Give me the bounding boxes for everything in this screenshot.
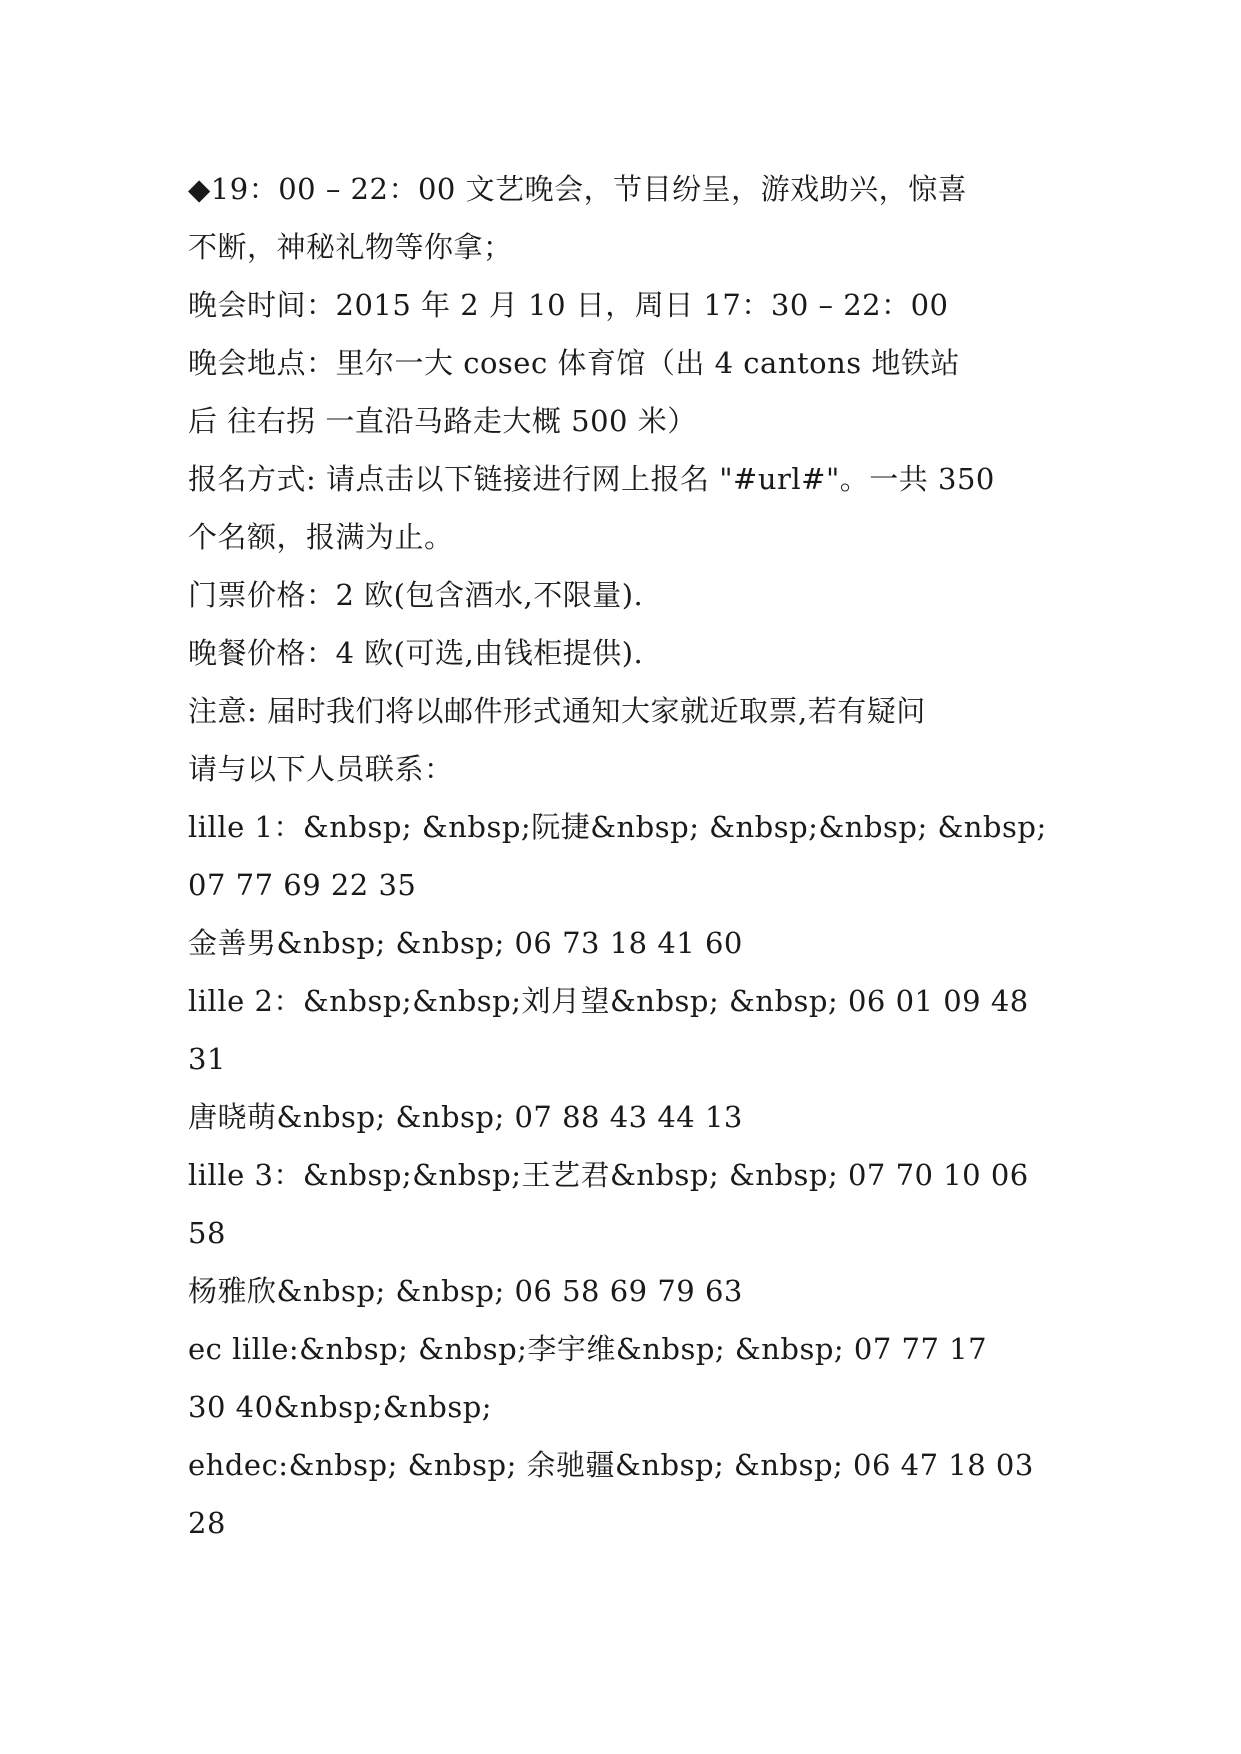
text-line: 晚会时间：2015 年 2 月 10 日，周日 17：30 – 22：00	[188, 288, 949, 322]
text-line: 31	[188, 1042, 226, 1076]
text-line: lille 3：&nbsp;&nbsp;王艺君&nbsp; &nbsp; 07 70 10 06	[188, 1158, 1029, 1192]
text-line: 报名方式: 请点击以下链接进行网上报名 "#url#"。一共 350	[188, 462, 995, 496]
text-line: 杨雅欣&nbsp; &nbsp; 06 58 69 79 63	[188, 1274, 743, 1308]
text-line: 注意: 届时我们将以邮件形式通知大家就近取票,若有疑问	[188, 694, 926, 728]
text-line: 不断，神秘礼物等你拿；	[188, 230, 513, 264]
text-line: 晚会地点：里尔一大 cosec 体育馆（出 4 cantons 地铁站	[188, 346, 960, 380]
text-line: 58	[188, 1216, 226, 1250]
text-line: lille 1：&nbsp; &nbsp;阮捷&nbsp; &nbsp;&nbsp; &nbsp;	[188, 810, 1047, 844]
text-line: 唐晓萌&nbsp; &nbsp; 07 88 43 44 13	[188, 1100, 743, 1134]
text-line: 30 40&nbsp;&nbsp;	[188, 1390, 493, 1424]
text-line: ehdec:&nbsp; &nbsp; 余驰疆&nbsp; &nbsp; 06 47 18 03	[188, 1448, 1034, 1482]
text-line: 个名额，报满为止。	[188, 520, 454, 554]
text-line: lille 2：&nbsp;&nbsp;刘月望&nbsp; &nbsp; 06 01 09 48	[188, 984, 1029, 1018]
text-line: 请与以下人员联系：	[188, 752, 454, 786]
text-line: 金善男&nbsp; &nbsp; 06 73 18 41 60	[188, 926, 743, 960]
text-line: 晚餐价格：4 欧(可选,由钱柜提供).	[188, 636, 644, 670]
text-line: 28	[188, 1506, 226, 1540]
text-line: 门票价格：2 欧(包含酒水,不限量).	[188, 578, 644, 612]
text-line: ec lille:&nbsp; &nbsp;李宇维&nbsp; &nbsp; 07 77 17	[188, 1332, 988, 1366]
text-line: 07 77 69 22 35	[188, 868, 417, 902]
document-body	[188, 160, 1068, 1552]
text-line: 后 往右拐 一直沿马路走大概 500 米）	[188, 404, 697, 438]
text-line: ◆19：00 – 22：00 文艺晚会，节目纷呈，游戏助兴，惊喜	[188, 172, 968, 206]
